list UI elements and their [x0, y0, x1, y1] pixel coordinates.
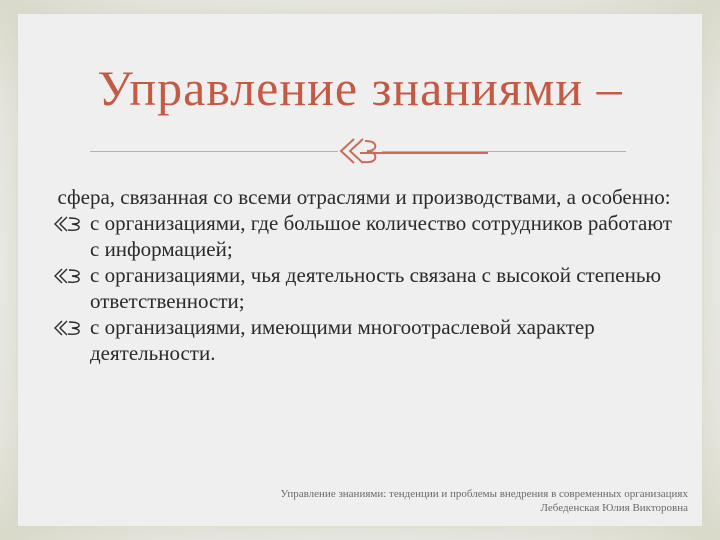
bullet-text: с организациями, имеющими многоотраслевой характер деятельности.	[90, 315, 595, 365]
bullet-text: с организациями, чья деятельность связана с высокой степенью ответственности;	[90, 263, 662, 313]
bullet-arrow-icon	[54, 216, 84, 232]
list-item	[54, 210, 674, 262]
footer	[218, 487, 688, 515]
footer-subtitle: Управление знаниями: тенденции и проблемы внедрения в современных организациях	[280, 488, 688, 500]
bullet-text: с организациями, где большое количество сотрудников работают с информацией;	[90, 211, 672, 261]
footer-author: Лебеденская Юлия Викторовна	[540, 502, 688, 514]
slide-body	[54, 184, 674, 366]
intro-text: сфера, связанная со всеми отраслями и производствами, а особенно:	[57, 185, 671, 209]
bullet-arrow-icon	[54, 268, 84, 284]
slide-title: Управление знаниями –	[97, 60, 623, 116]
ornament-icon	[336, 136, 384, 166]
list-item	[54, 314, 674, 366]
bullet-arrow-icon	[54, 320, 84, 336]
divider-left	[90, 151, 338, 152]
list-item	[54, 262, 674, 314]
